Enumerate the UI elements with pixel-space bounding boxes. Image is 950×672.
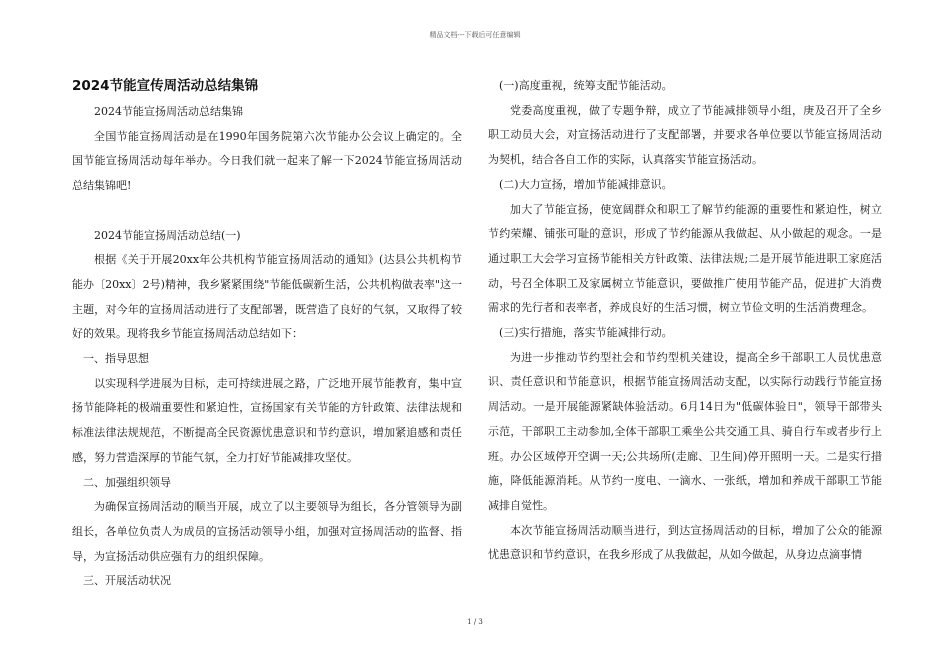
heading-organization: 二、加强组织领导 [83,475,171,489]
right-paragraph-4: 本次节能宣扬周活动顺当进行，到达宣扬周活动的目标，增加了公众的能源忧患意识和节约意识，在我乡形成了从我做起，从如今做起，从身边点滴事情 [488,523,882,562]
heading-guiding-ideology: 一、指导思想 [83,352,149,366]
paragraph-1: 根据《关于开展20xx年公共机构节能宣扬周活动的通知》(达县公共机构节能办〔20xx〕2号)精神，我乡紧紧围绕"节能低碳新生活，公共机构做表率"这一主题，对今年的宣扬周活动进行了支配部署，既营造了良好的气氛，又取得了较好的效果。现将我乡节能宣扬周活动总结如下： [72,253,462,341]
paragraph-3: 为确保宣扬周活动的顺当开展，成立了以主要领导为组长，各分管领导为副组长，各单位负责人为成员的宣扬活动领导小组，加强对宣扬周活动的监督、指导，为宣扬活动供应强有力的组织保障。 [72,500,462,563]
right-paragraph-1: 党委高度重视，做了专题争辩，成立了节能减排领导小组，庚及召开了全乡职工动员大会，对宣扬活动进行了支配部署，并要求各单位要以节能宣扬周活动为契机，结合各自工作的实际，认真落实节能宣扬活动。 [488,103,882,167]
intro-paragraph: 全国节能宣扬周活动是在1990年国务院第六次节能办公会议上确定的。全国节能宣扬周活动每年举办。今日我们就一起来了解一下2024节能宣扬周活动总结集锦吧! [72,129,462,193]
blank-line [72,199,462,224]
left-column [72,74,462,594]
subtitle: 2024节能宣扬周活动总结集锦 [94,105,243,118]
right-paragraph-3: 为进一步推动节约型社会和节约型机关建设，提高全乡干部职工人员忧患意识、责任意识和节能意识，根据节能宣扬周活动支配，以实际行动践行节能宣扬周活动。一是开展能源紧缺体验活动。6月14日为"低碳体验日"，领导干部带头示范，干部职工主动参加,全体干部职工乘坐公共交通工具、骑自行车或者步行上班。办公区域停开空调一天;公共场所(走廊、卫生间)停开照明一天。二是实行措施，降低能源消耗。从节约一度电、一滴水、一张纸，增加和养成干部职工节能减排自觉性。 [488,350,882,512]
document-title: 2024节能宣传周活动总结集锦 [72,78,259,94]
heading-activities: 三、开展活动状况 [83,574,171,588]
heading-publicity: (二)大力宣扬，增加节能减排意识。 [499,177,673,191]
page-number: 1 / 3 [467,618,483,626]
heading-measures: (三)实行措施，落实节能减排行动。 [499,326,673,340]
section-title: 2024节能宣扬周活动总结(一) [94,228,241,242]
right-paragraph-2: 加大了节能宣扬，使宽阔群众和职工了解节约能源的重要性和紧迫性，树立节约荣耀、铺张可耻的意识，形成了节约能源从我做起、从小做起的观念。一是通过职工大会学习宣扬节能相关方针政策、法律法规;二是开展节能进职工家庭活动，号召全体职工及家属树立节能意识，要做推广使用节能产品，促进扩大消费需求的先行者和表率者，养成良好的生活习惯，树立节俭文明的生活消费理念。 [488,202,882,315]
right-column [488,74,882,568]
heading-attention: (一)高度重视，统筹支配节能活动。 [499,79,673,92]
paragraph-2: 以实现科学进展为目标，走可持续进展之路，广泛地开展节能教育，集中宣扬节能降耗的极端重要性和紧迫性，宣扬国家有关节能的方针政策、法律法规和标准法律法规规范，不断提高全民资源忧患意识和节约意识，增加紧追感和责任感，努力营造深厚的节能气氛，全力打好节能减排攻坚仗。 [72,376,462,464]
page-header: 精品文档---下载后可任意编辑 [429,31,521,39]
